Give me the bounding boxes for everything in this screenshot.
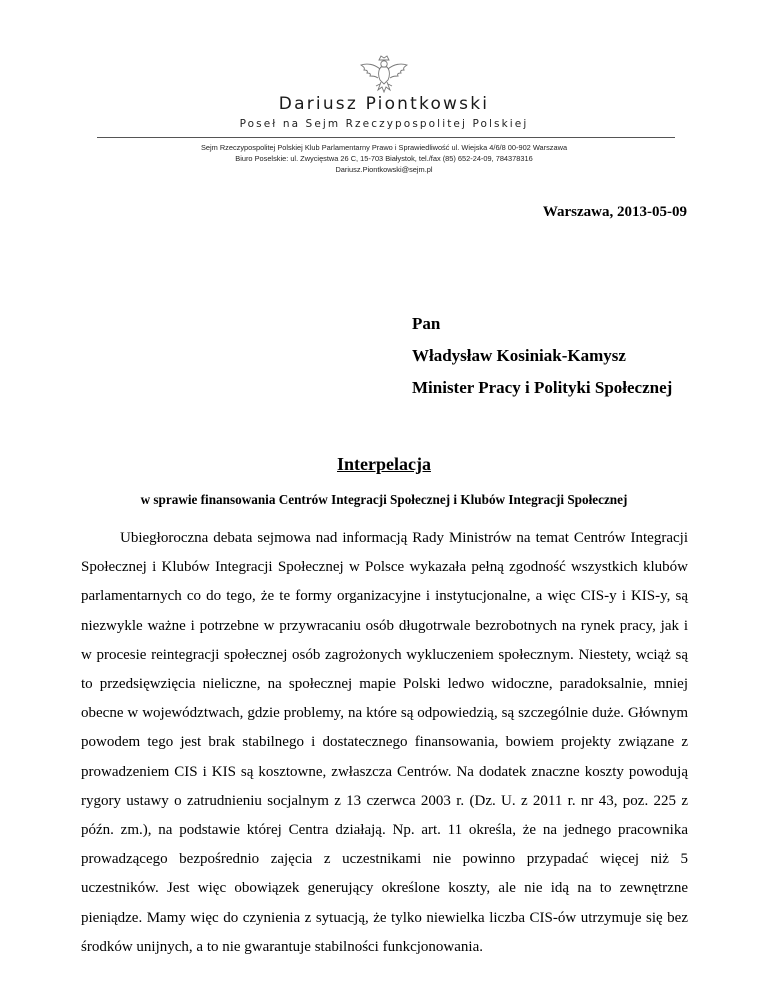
body-paragraph: Ubiegłoroczna debata sejmowa nad informacją Rady Ministrów na temat Centrów Integracji Społecznej i Klubów Integracji Społecznej w Polsce wykazała pełną zgodność wszystkich klubów parlamentarnych co do tego, że te formy organizacyjne i instytucjonalne, a więc CIS-y i KIS-y, są niezwykle ważne i potrzebne w przywracaniu osób długotrwale bezrobotnych na rynek pracy, jak i w procesie reintegracji społecznej osób zagrożonych wykluczeniem społecznym. Niestety, wciąż są to przedsięwzięcia nieliczne, na społecznej mapie Polski ledwo widoczne, paradoksalnie, mniej obecne w województwach, gdzie problemy, na które są odpowiedzią, są szczególnie duże. Głównym powodem tego jest brak stabilnego i dostatecznego finansowania, bowiem projekty związane z prowadzeniem CIS i KIS są kosztowne, zwłaszcza Centrów. Na dodatek znaczne koszty powodują rygory ustawy o zatrudnieniu socjalnym z 13 czerwca 2003 r. (Dz. U. z 2011 r. nr 43, poz. 225 z późn. zm.), na podstawie której Centra działają. Np. art. 11 określa, że na jednego pracownika prowadzącego bezpośrednio zajęcia z uczestnikami nie powinno przypadać więcej niż 5 uczestników. Jest więc obowiązek generujący określone koszty, ale nie idą na to zewnętrzne pieniądze. Mamy więc do czynienia z sytuacją, że tylko niewielka liczba CIS-ów utrzymuje się bez środków unijnych, a to nie gwarantuje stabilności funkcjonowania. bbox=[81, 530, 688, 955]
document-subject: w sprawie finansowania Centrów Integracji Społecznej i Klubów Integracji Społecznej bbox=[140, 492, 628, 507]
document-title: Interpelacja bbox=[337, 454, 431, 474]
letterhead-email: Dariusz.Piontkowski@sejm.pl bbox=[335, 165, 433, 174]
recipient-salutation: Pan bbox=[412, 314, 441, 333]
letter-date: Warszawa, 2013-05-09 bbox=[542, 204, 687, 220]
letterhead-address-line: Sejm Rzeczypospolitej Polskiej Klub Parlamentarny Prawo i Sprawiedliwość ul. Wiejska 4/6/8 00-902 Warszawa bbox=[200, 143, 568, 152]
recipient-name: Władysław Kosiniak-Kamysz bbox=[412, 346, 626, 365]
letterhead-divider bbox=[97, 137, 675, 138]
letterhead-name: Dariusz Piontkowski bbox=[278, 94, 490, 114]
letterhead-address-line: Biuro Poselskie: ul. Zwycięstwa 26 C, 15-703 Białystok, tel./fax (85) 652-24-09, 784378316 bbox=[235, 154, 533, 163]
polish-eagle-emblem-icon bbox=[358, 54, 410, 96]
letterhead-subtitle: Poseł na Sejm Rzeczypospolitej Polskiej bbox=[239, 118, 529, 130]
recipient-position: Minister Pracy i Polityki Społecznej bbox=[412, 378, 673, 397]
